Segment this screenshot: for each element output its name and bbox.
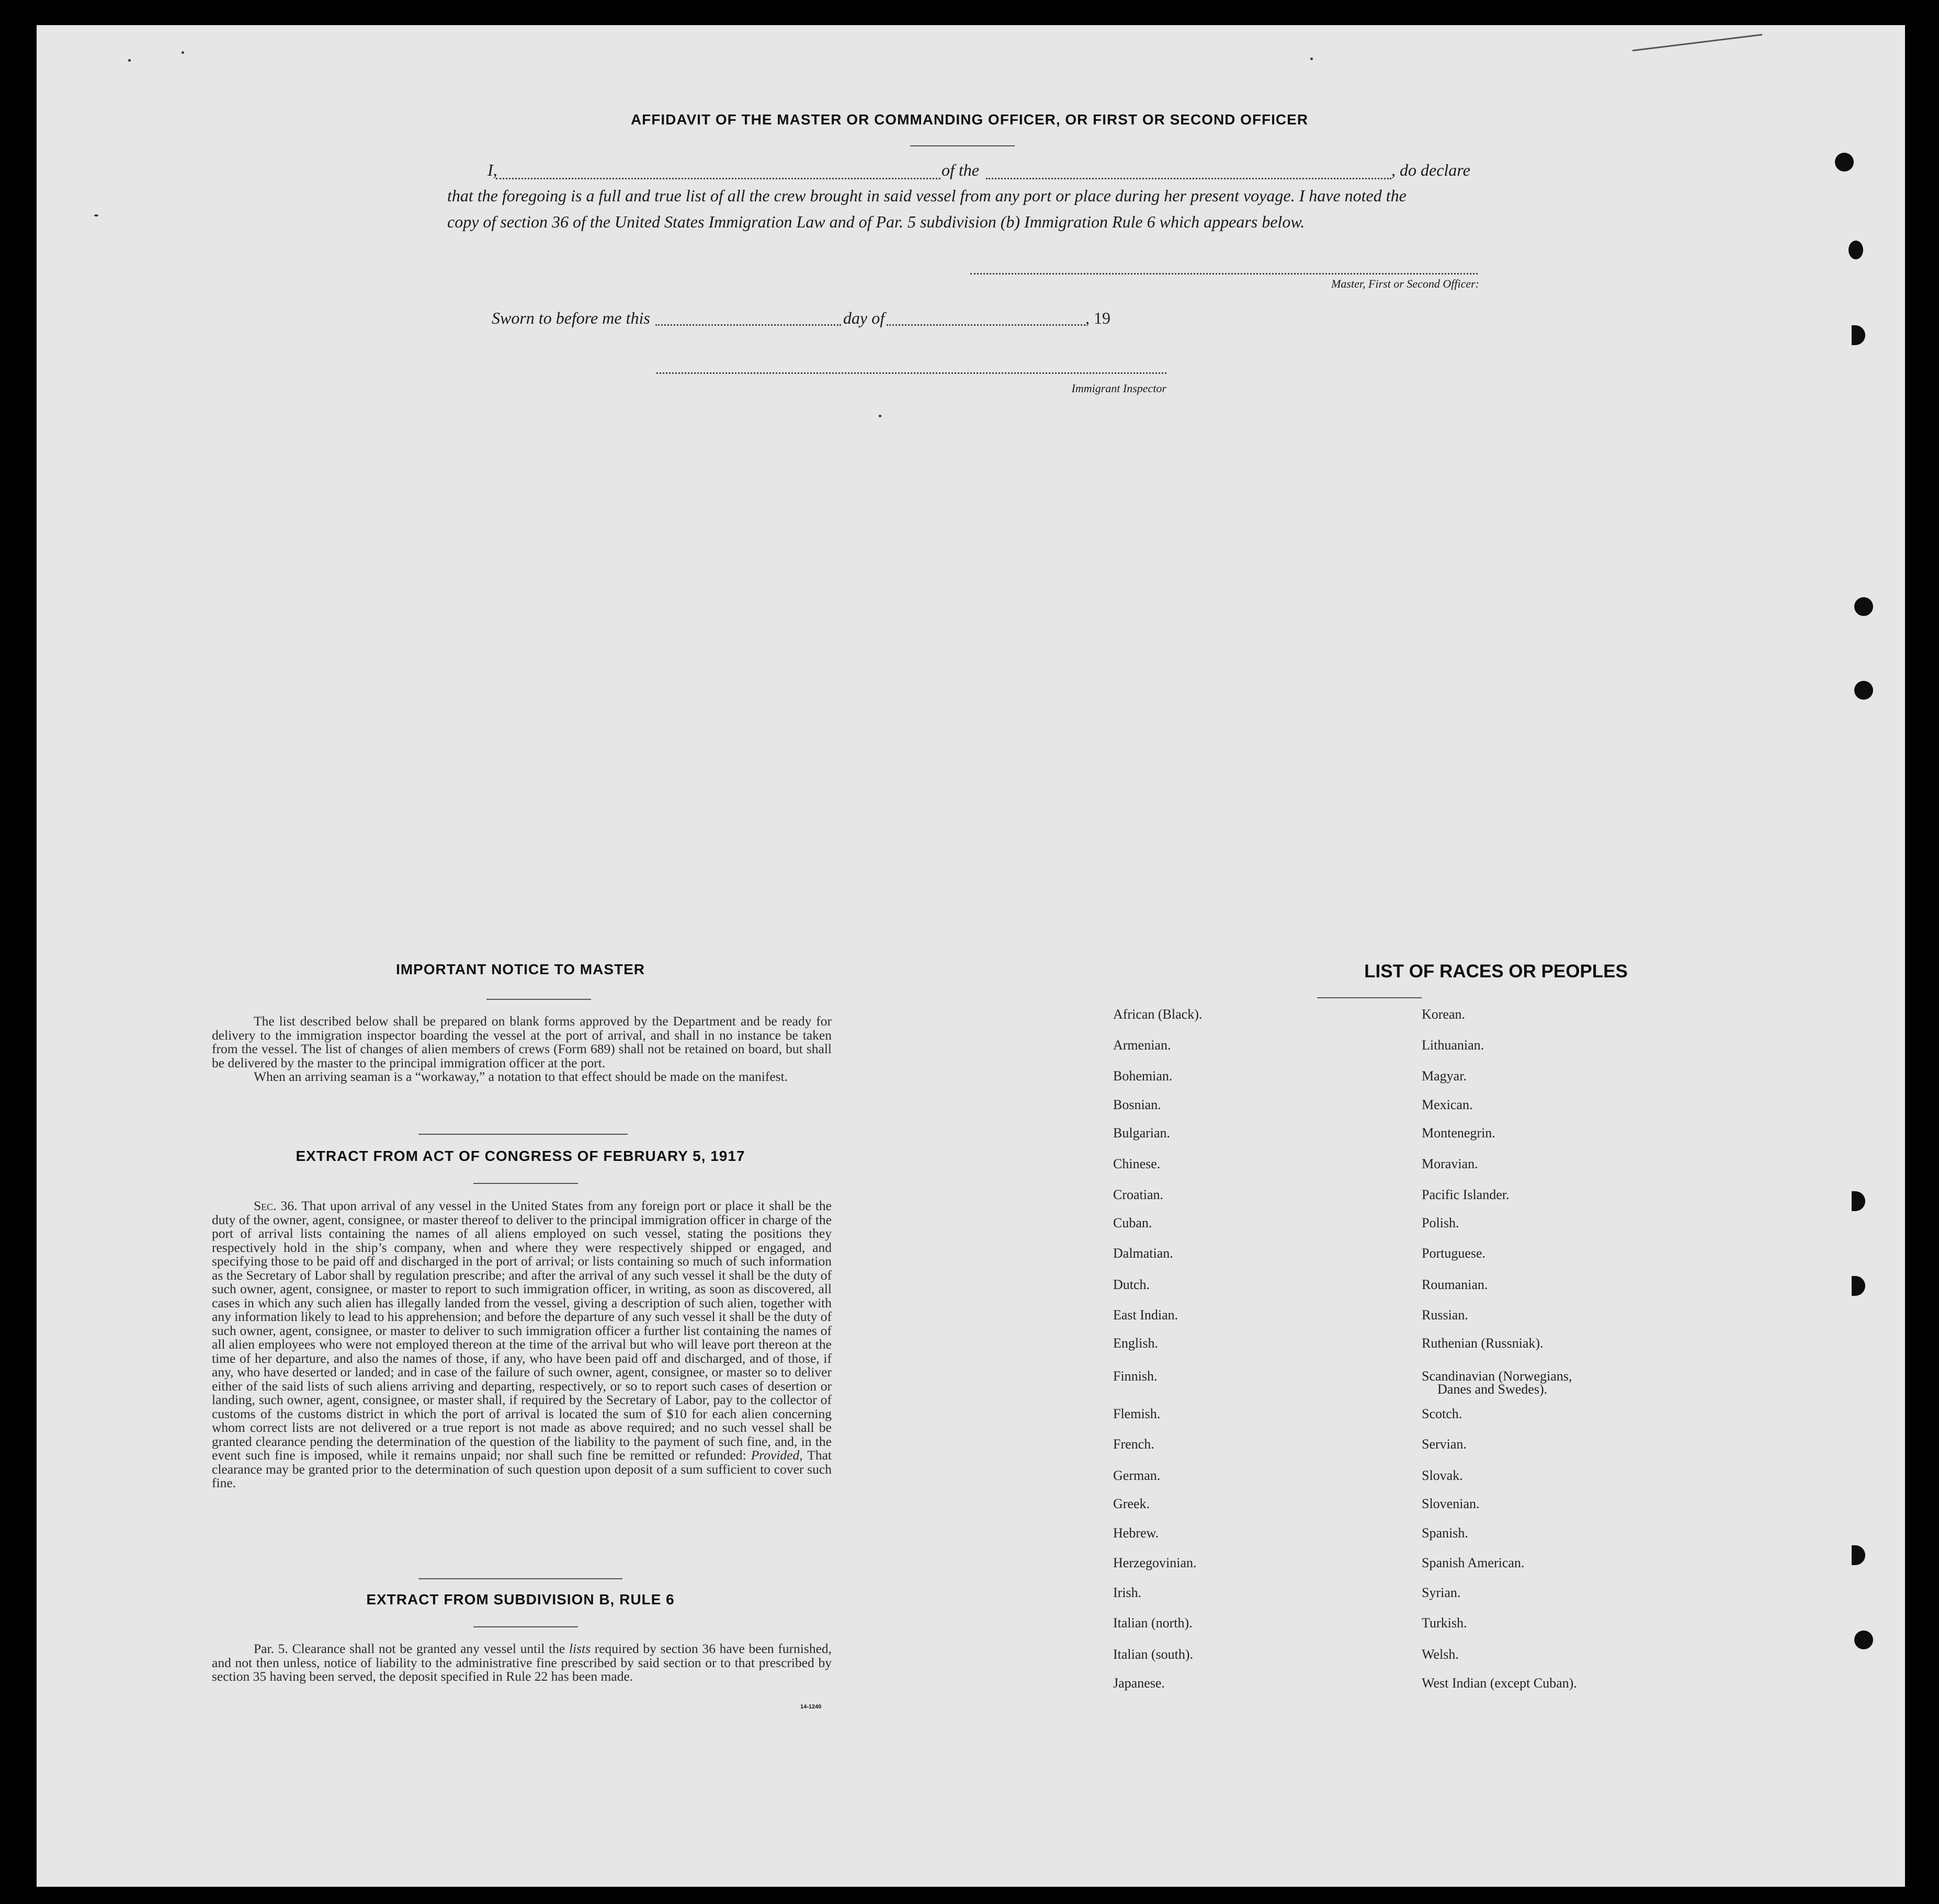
race-left-item: Irish. bbox=[1113, 1585, 1142, 1600]
notice-paragraph-2: When an arriving seaman is a “workaway,” a notation to that effect should be made on the manifest. bbox=[254, 1069, 788, 1084]
race-left-item: Croatian. bbox=[1113, 1187, 1164, 1202]
binder-hole bbox=[1835, 153, 1854, 172]
speck bbox=[94, 214, 98, 216]
year-label: , 19 bbox=[1085, 309, 1110, 327]
act-section-label: Sec. 36. bbox=[254, 1198, 298, 1213]
race-left-item: Japanese. bbox=[1113, 1675, 1165, 1691]
sworn-label: Sworn to before me this bbox=[492, 309, 650, 327]
race-left-item: Herzegovinian. bbox=[1113, 1555, 1197, 1570]
race-left-item: East Indian. bbox=[1113, 1307, 1178, 1322]
act-provided: Provided, bbox=[751, 1447, 803, 1463]
rule-paragraph bbox=[212, 1642, 832, 1684]
day-of-label: day of bbox=[843, 309, 885, 327]
sworn-month-line[interactable] bbox=[887, 324, 1085, 326]
race-right-item: Mexican. bbox=[1422, 1097, 1473, 1112]
race-right-item: Servian. bbox=[1422, 1436, 1467, 1452]
race-left-item: French. bbox=[1113, 1436, 1154, 1452]
race-right-item: Ruthenian (Russniak). bbox=[1422, 1336, 1544, 1351]
race-scandinavian-continued: Danes and Swedes). bbox=[1437, 1382, 1548, 1397]
sworn-day-line[interactable] bbox=[655, 324, 841, 326]
act-body-end: That clearance may be granted prior to the determination of such question upon deposit of a sum sufficient to cover such fine. bbox=[212, 1447, 832, 1490]
race-left-item: Chinese. bbox=[1113, 1156, 1161, 1171]
title-divider bbox=[910, 145, 1015, 146]
officer-signature-caption: Master, First or Second Officer: bbox=[1331, 277, 1479, 290]
race-right-item: Spanish. bbox=[1422, 1525, 1468, 1541]
race-left-item: Bohemian. bbox=[1113, 1068, 1173, 1084]
binder-hole bbox=[1854, 681, 1873, 700]
rule-top-divider bbox=[418, 1578, 622, 1579]
notice-text bbox=[212, 1014, 832, 1084]
act-section-36 bbox=[212, 1199, 832, 1490]
declaration-line-2: that the foregoing is a full and true list of all the crew brought in said vessel from any port or place during her present voyage. I have noted the bbox=[447, 186, 1407, 205]
affidavit-title: AFFIDAVIT OF THE MASTER OR COMMANDING OFFICER, OR FIRST OR SECOND OFFICER bbox=[630, 111, 1309, 128]
race-left-item: Flemish. bbox=[1113, 1406, 1161, 1421]
act-text bbox=[212, 1199, 832, 1490]
rule-title: EXTRACT FROM SUBDIVISION B, RULE 6 bbox=[366, 1591, 675, 1607]
race-right-item: Scotch. bbox=[1422, 1406, 1462, 1421]
race-right-item: Welsh. bbox=[1422, 1647, 1459, 1662]
officer-signature-line[interactable] bbox=[970, 273, 1478, 275]
act-body: That upon arrival of any vessel in the United States from any foreign port or place it shall be the duty of the owner, agent, consignee, or master thereof to deliver to the principal immigration officer in charge of the port of arrival lists containing the names of all aliens employed on such vessel, stating the positions they respectively hold in the ship’s company, when and where they were respectively shipped or engaged, and specifying those to be paid off and discharged in the port of arrival; or lists containing so much of such information as the Secretary of Labor shall by regulation prescribe; and after the arrival of any such vessel it shall be the duty of such owner, agent, consignee, or master to report to such immigration officer, in writing, as soon as discovered, all cases in which any such alien has illegally landed from the vessel, giving a description of such alien, together with any information likely to lead to his apprehension; and before the departure of any such vessel it shall be the duty of such owner, agent, consignee, or master to deliver to such immigration officer a further list containing the names of all alien employees who were not employed thereon at the time of the arrival but who will leave port thereon at the time of her departure, and also the names of those, if any, who have been paid off and discharged, and of those, if any, who have deserted or landed; and in case of the failure of such owner, agent, consignee, or master so to deliver either of the said lists of such aliens arriving and departing, respectively, or so to report such cases of desertion or landing, such owner, agent, consignee, or master shall, if required by the Secretary of Labor, pay to the collector of customs of the customs district in which the port of arrival is located the sum of $10 for each alien concerning whom correct lists are not delivered or a true report is not made as above required; and no such vessel shall be granted clearance pending the determination of the question of the liability to the payment of such fine, and, in the event such fine is imposed, while it remains unpaid; nor shall such fine be remitted or refunded: bbox=[212, 1198, 832, 1463]
race-left-item: Cuban. bbox=[1113, 1215, 1152, 1230]
race-left-item: Italian (south). bbox=[1113, 1647, 1194, 1662]
race-left-item: Bosnian. bbox=[1113, 1097, 1161, 1112]
race-right-item: Syrian. bbox=[1422, 1585, 1461, 1600]
race-right-item: Roumanian. bbox=[1422, 1277, 1488, 1292]
declaration-line-3: copy of section 36 of the United States Immigration Law and of Par. 5 subdivision (b) Immigration Rule 6 which appears below. bbox=[447, 212, 1305, 231]
speck bbox=[182, 51, 184, 54]
race-right-item: Slovak. bbox=[1422, 1468, 1463, 1483]
rule-divider bbox=[473, 1626, 578, 1627]
race-left-item: German. bbox=[1113, 1468, 1161, 1483]
race-left-item: Armenian. bbox=[1113, 1037, 1171, 1053]
binder-hole bbox=[1854, 597, 1873, 616]
races-divider bbox=[1317, 997, 1422, 998]
declarant-name-line[interactable] bbox=[496, 178, 940, 179]
race-right-item: Russian. bbox=[1422, 1307, 1468, 1322]
race-left-item: African (Black). bbox=[1113, 1007, 1203, 1022]
form-code: 14-1240 bbox=[800, 1704, 822, 1710]
race-right-item: Portuguese. bbox=[1422, 1246, 1486, 1261]
notice-title: IMPORTANT NOTICE TO MASTER bbox=[395, 961, 645, 977]
race-left-item: Italian (north). bbox=[1113, 1615, 1193, 1631]
rule-lists-word: lists bbox=[569, 1641, 591, 1656]
race-left-item: Finnish. bbox=[1113, 1369, 1158, 1384]
race-left-item: Greek. bbox=[1113, 1496, 1150, 1511]
race-right-item: Korean. bbox=[1422, 1007, 1466, 1022]
race-right-item: West Indian (except Cuban). bbox=[1422, 1675, 1577, 1691]
race-right-item: Slovenian. bbox=[1422, 1496, 1480, 1511]
race-right-item: Montenegrin. bbox=[1422, 1125, 1495, 1141]
rule-text-start: Par. 5. Clearance shall not be granted any vessel until the bbox=[254, 1641, 565, 1656]
race-right-item: Spanish American. bbox=[1422, 1555, 1525, 1570]
speck bbox=[128, 59, 131, 62]
race-right-item: Moravian. bbox=[1422, 1156, 1478, 1171]
act-top-divider bbox=[418, 1134, 628, 1135]
notice-paragraph-1: The list described below shall be prepared on blank forms approved by the Department and be ready for delivery to the immigration inspector boarding the vessel at the port of arrival, and shall in no instance be taken from the vessel. The list of changes of alien members of crews (Form 689) shall not be retained on board, but shall be delivered by the master to the principal immigration officer at the port. bbox=[212, 1013, 832, 1070]
inspector-caption: Immigrant Inspector bbox=[1071, 382, 1166, 395]
vessel-label: of the bbox=[942, 161, 979, 179]
notice-divider bbox=[486, 999, 591, 1000]
rule-text bbox=[212, 1642, 832, 1684]
race-right-item: Polish. bbox=[1422, 1215, 1459, 1230]
binder-hole bbox=[1849, 241, 1863, 259]
race-left-item: Hebrew. bbox=[1113, 1525, 1159, 1541]
race-right-item: Magyar. bbox=[1422, 1068, 1467, 1084]
speck bbox=[1310, 58, 1313, 60]
declarant-label: I, bbox=[487, 161, 497, 179]
vessel-name-line[interactable] bbox=[986, 178, 1391, 179]
inspector-signature-line[interactable] bbox=[656, 372, 1166, 374]
races-title: LIST OF RACES OR PEOPLES bbox=[1364, 961, 1628, 982]
race-left-item: Dalmatian. bbox=[1113, 1246, 1173, 1261]
race-right-item: Lithuanian. bbox=[1422, 1037, 1484, 1053]
declare-text: , do declare bbox=[1391, 161, 1470, 179]
race-right-item: Pacific Islander. bbox=[1422, 1187, 1510, 1202]
act-divider bbox=[473, 1183, 578, 1184]
race-left-item: Bulgarian. bbox=[1113, 1125, 1171, 1141]
speck bbox=[879, 415, 881, 417]
race-right-item: Turkish. bbox=[1422, 1615, 1467, 1631]
binder-hole bbox=[1854, 1631, 1873, 1649]
race-left-item: Dutch. bbox=[1113, 1277, 1150, 1292]
race-left-item: English. bbox=[1113, 1336, 1158, 1351]
act-title: EXTRACT FROM ACT OF CONGRESS OF FEBRUARY 5, 1917 bbox=[296, 1148, 745, 1164]
rule-text-end: required by section 36 have been furnished, and not then unless, notice of liability to the administrative fine prescribed by said section or to that prescribed by section 35 having been served, the deposit specified in Rule 22 has been made. bbox=[212, 1641, 832, 1684]
race-right-item: Scandinavian (Norwegians, bbox=[1422, 1369, 1572, 1384]
